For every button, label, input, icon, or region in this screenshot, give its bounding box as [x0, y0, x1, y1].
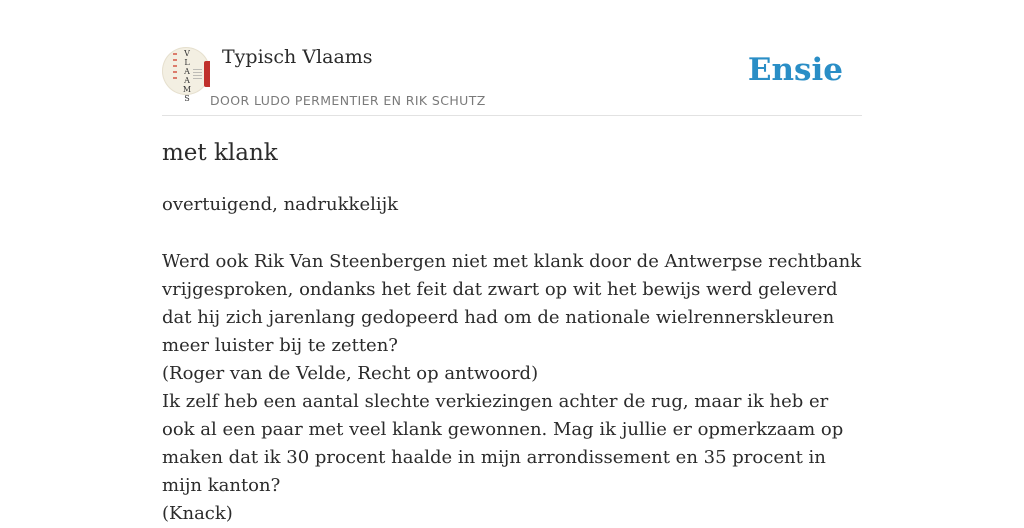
entry-term: met klank	[162, 140, 278, 166]
example-source: (Knack)	[162, 503, 233, 524]
cover-red-edge	[204, 61, 210, 87]
ensie-logo-link[interactable]: Ensie	[747, 52, 843, 88]
example-quote: Ik zelf heb een aantal slechte verkiezingen achter de rug, maar ik heb er ook al een paar met veel klank gewonnen. Mag ik jullie er opmerkzaam op maken dat ik 30 procent haalde in mijn arrondissement en 35 procent in mijn kanton?	[162, 391, 844, 496]
book-authors: DOOR LUDO PERMENTIER EN RIK SCHUTZ	[210, 93, 486, 108]
book-cover-thumbnail[interactable]	[162, 47, 210, 103]
entry-card	[162, 0, 862, 524]
book-title[interactable]: Typisch Vlaams	[222, 46, 373, 68]
header-divider	[162, 115, 862, 116]
cover-decoration	[173, 53, 177, 83]
entry-definition: overtuigend, nadrukkelijk	[162, 194, 399, 215]
cover-fine-print	[193, 69, 202, 81]
entry-examples	[162, 248, 862, 528]
example-source: (Roger van de Velde, Recht op antwoord)	[162, 363, 539, 384]
cover-spine-text: V L A A M S	[182, 49, 192, 103]
example-quote: Werd ook Rik Van Steenbergen niet met klank door de Antwerpse rechtbank vrijgesproken, ondanks het feit dat zwart op wit het bewijs werd geleverd dat hij zich jarenlang gedopeerd had om de nationale wielrennerskleuren meer luister bij te zetten?	[162, 251, 862, 356]
